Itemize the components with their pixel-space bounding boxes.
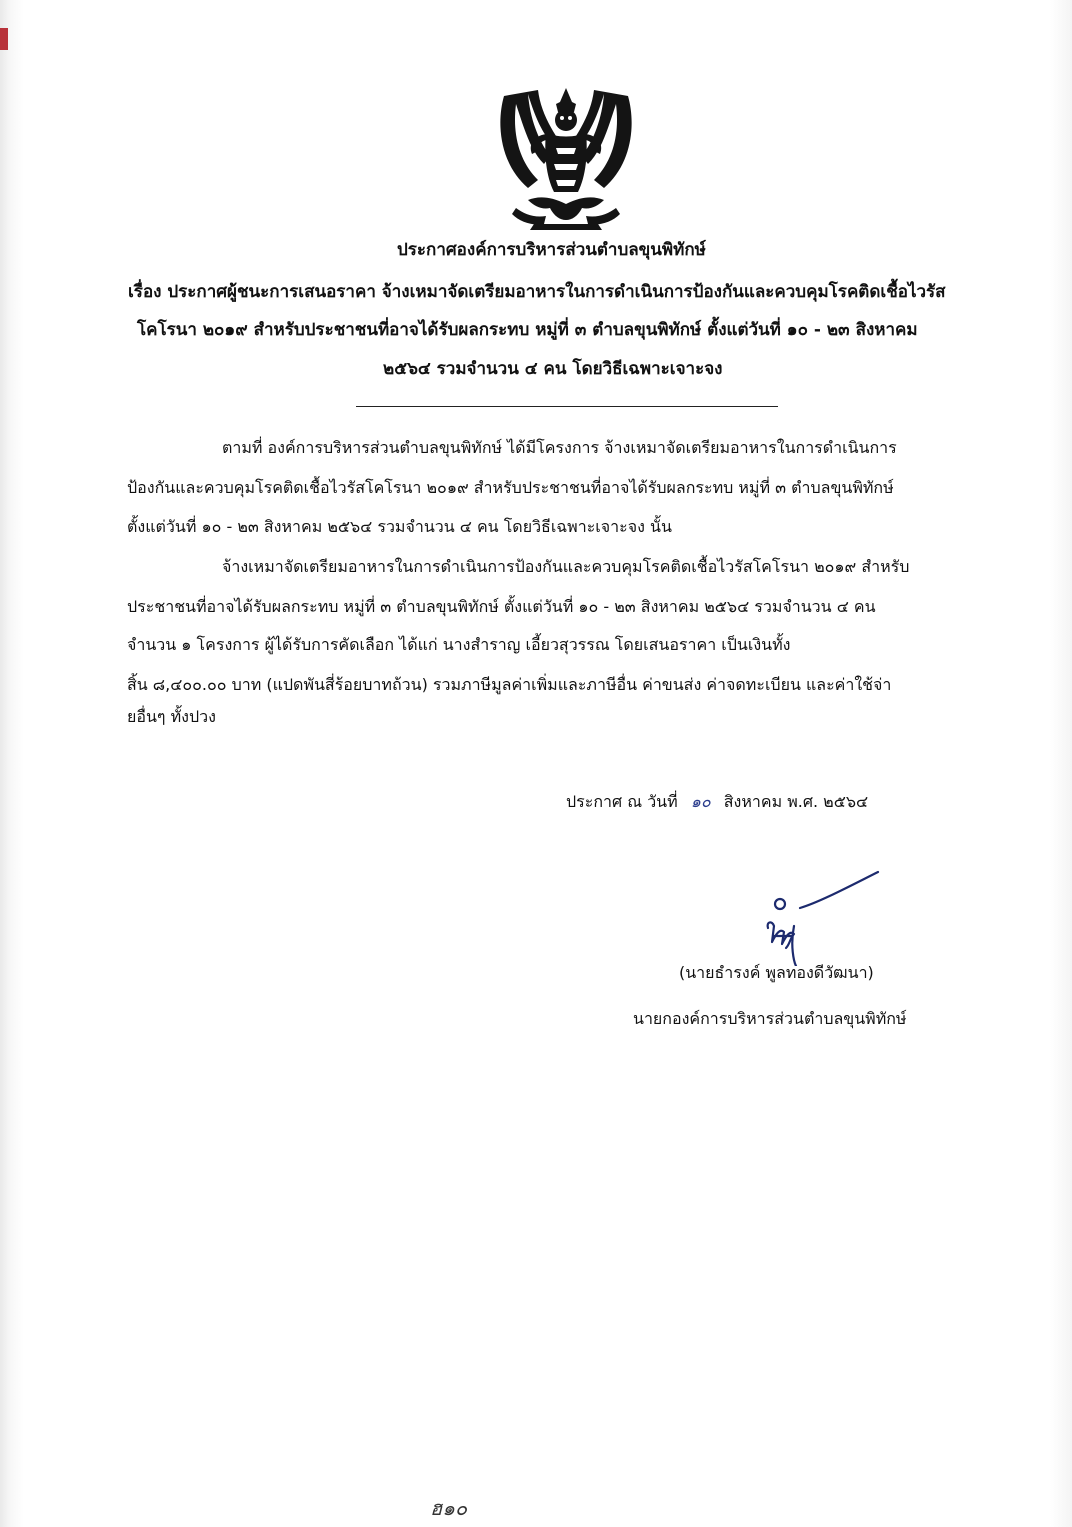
paragraph-2-line-4: สิ้น ๘,๔๐๐.๐๐ บาท (แปดพันสี่ร้อยบาทถ้วน) รวมภาษีมูลค่าเพิ่มและภาษีอื่น ค่าขนส่ง ค่าจดทะเบียน และค่าใช้จ่า [127, 675, 892, 694]
announcement-org-title: ประกาศองค์การบริหารส่วนตำบลขุนพิทักษ์ [397, 240, 706, 260]
paragraph-2-line-5: ยอื่นๆ ทั้งปวง [127, 707, 216, 726]
paragraph-1-line-1: ตามที่ องค์การบริหารส่วนตำบลขุนพิทักษ์ ได้มีโครงการ จ้างเหมาจัดเตรียมอาหารในการดำเนินการ [222, 438, 897, 457]
subject-line-1: เรื่อง ประกาศผู้ชนะการเสนอราคา จ้างเหมาจัดเตรียมอาหารในการดำเนินการป้องกันและควบคุมโรคติดเชื้อไวรัส [128, 282, 946, 302]
date-suffix: สิงหาคม พ.ศ. ๒๕๖๔ [723, 792, 869, 811]
subject-line-2: โคโรนา ๒๐๑๙ สำหรับประชาชนที่อาจได้รับผลกระทบ หมู่ที่ ๓ ตำบลขุนพิทักษ์ ตั้งแต่วันที่ ๑๐ - ๒๓ สิงหาคม [137, 320, 918, 340]
corner-mark [0, 28, 8, 50]
signature-icon [750, 866, 890, 966]
announcement-date [566, 790, 868, 815]
date-day-handwritten: ๑๐ [690, 792, 711, 811]
paragraph-1-line-2: ป้องกันและควบคุมโรคติดเชื้อไวรัสโคโรนา ๒๐๑๙ สำหรับประชาชนที่อาจได้รับผลกระทบ หมู่ที่ ๓ ตำบลขุนพิทักษ์ [127, 478, 894, 497]
paragraph-2-line-2: ประชาชนที่อาจได้รับผลกระทบ หมู่ที่ ๓ ตำบลขุนพิทักษ์ ตั้งแต่วันที่ ๑๐ - ๒๓ สิงหาคม ๒๕๖๔ รวมจำนวน ๔ คน [127, 597, 876, 616]
paragraph-2-line-1: จ้างเหมาจัดเตรียมอาหารในการดำเนินการป้องกันและควบคุมโรคติดเชื้อไวรัสโคโรนา ๒๐๑๙ สำหรับ [222, 557, 910, 576]
paragraph-1-line-3: ตั้งแต่วันที่ ๑๐ - ๒๓ สิงหาคม ๒๕๖๔ รวมจำนวน ๔ คน โดยวิธีเฉพาะเจาะจง นั้น [127, 517, 672, 536]
garuda-emblem-icon [494, 84, 638, 234]
date-prefix: ประกาศ ณ วันที่ [566, 792, 678, 811]
signer-title: นายกองค์การบริหารส่วนตำบลขุนพิทักษ์ [633, 1009, 907, 1028]
handwritten-page-note: ฮ๑๐ [430, 1496, 468, 1520]
title-divider [356, 406, 778, 407]
subject-line-3: ๒๕๖๔ รวมจำนวน ๔ คน โดยวิธีเฉพาะเจาะจง [383, 359, 723, 379]
signer-name: (นายธำรงค์ พูลทองดีวัฒนา) [679, 963, 874, 982]
paragraph-2-line-3: จำนวน ๑ โครงการ ผู้ได้รับการคัดเลือก ได้แก่ นางสำราญ เอี้ยวสุวรรณ โดยเสนอราคา เป็นเงินทั้ง [127, 635, 791, 654]
